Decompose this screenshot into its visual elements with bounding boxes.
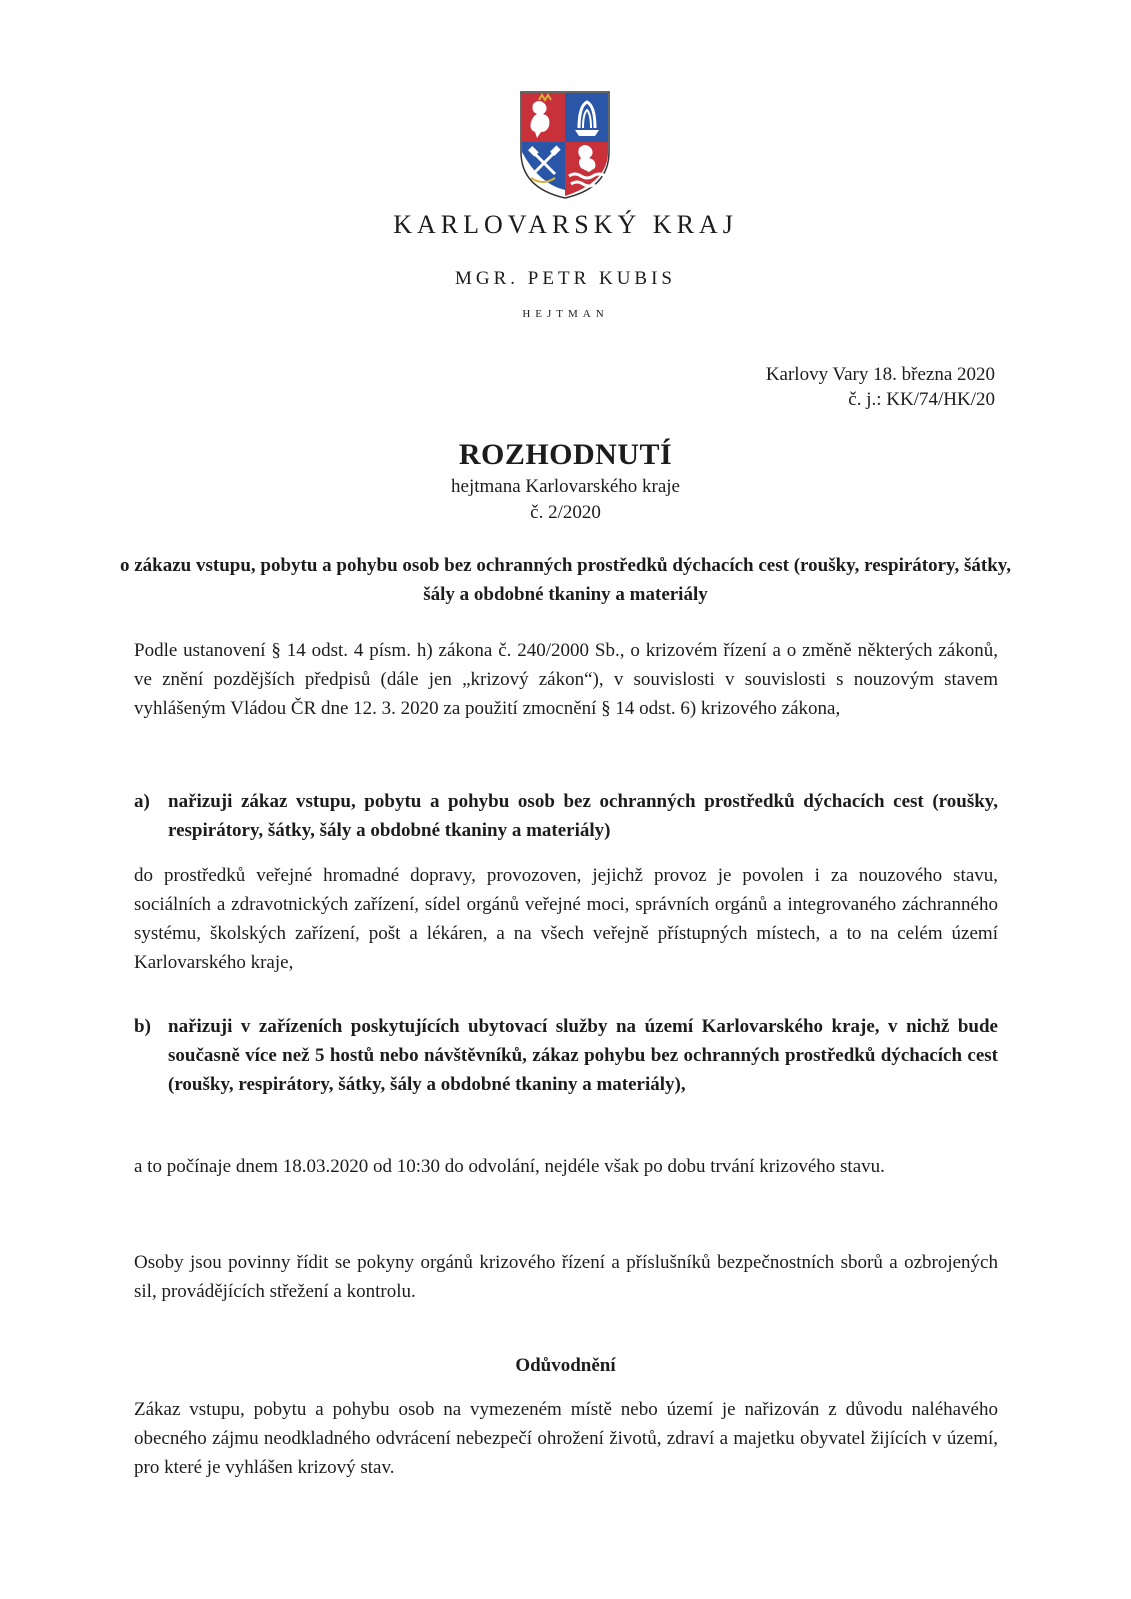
document-subtitle: hejtmana Karlovarského kraje: [451, 476, 680, 497]
coat-of-arms-icon: [519, 90, 611, 200]
official-role: HEJTMAN: [522, 308, 609, 320]
official-name: MGR. PETR KUBIS: [455, 268, 676, 289]
document-title: ROZHODNUTÍ: [458, 438, 673, 471]
item-marker: a): [134, 791, 150, 812]
reasoning-paragraph: Zákaz vstupu, pobytu a pohybu osob na vymezeném místě nebo území je nařizován z důvodu naléhavého obecného zájmu neodkladného odvrácení nebezpečí ohrožení životů, zdraví a majetku obyvatel žijících v území, pro které je vyhlášen krizový stav.: [134, 1399, 998, 1478]
order-item-a-scope: do prostředků veřejné hromadné dopravy, provozoven, jejichž provoz je povolen i za nouzového stavu, sociálních a zdravotnických zařízení, sídel orgánů veřejné moci, správních orgánů a integrovaného záchranného systému, školských zařízení, pošt a lékáren, a na všech veřejně přístupných místech, a to na celém území Karlovarského kraje,: [134, 865, 998, 973]
legal-basis-paragraph: Podle ustanovení § 14 odst. 4 písm. h) zákona č. 240/2000 Sb., o krizovém řízení a o změně některých zákonů, ve znění pozdějších předpisů (dále jen „krizový zákon“), v souvislosti v souvislosti s nouzovým stavem vyhlášeným Vládou ČR dne 12. 3. 2020 za použití zmocnění § 14 odst. 6) krizového zákona,: [134, 640, 998, 719]
document-number: č. 2/2020: [530, 502, 601, 523]
item-text: nařizuji zákaz vstupu, pobytu a pohybu osob bez ochranných prostředků dýchacích cest (roušky, respirátory, šátky, šály a obdobné tkaniny a materiály): [168, 791, 998, 841]
duty-paragraph: Osoby jsou povinny řídit se pokyny orgánů krizového řízení a příslušníků bezpečnostních sborů a ozbrojených sil, provádějících střežení a kontrolu.: [134, 1252, 998, 1302]
reasoning-heading: Odůvodnění: [515, 1355, 616, 1376]
organization-name: KARLOVARSKÝ KRAJ: [393, 210, 738, 239]
reference-number: č. j.: KK/74/HK/20: [848, 389, 995, 410]
document-date: Karlovy Vary 18. března 2020: [765, 364, 995, 385]
order-item-b: [134, 1012, 998, 1099]
decision-subject: o zákazu vstupu, pobytu a pohybu osob bez ochranných prostředků dýchacích cest (roušky, respirátory, šátky, šály a obdobné tkaniny a materiály: [119, 555, 1012, 605]
item-text: nařizuji v zařízeních poskytujících ubytovací služby na území Karlovarského kraje, v nichž bude současně více než 5 hostů nebo návštěvníků, zákaz pohybu bez ochranných prostředků dýchacích cest (roušky, respirátory, šátky, šály a obdobné tkaniny a materiály),: [168, 1016, 998, 1095]
order-validity: a to počínaje dnem 18.03.2020 od 10:30 do odvolání, nejdéle však po dobu trvání krizového stavu.: [134, 1156, 885, 1177]
item-marker: b): [134, 1016, 151, 1037]
order-item-a: [134, 787, 998, 845]
